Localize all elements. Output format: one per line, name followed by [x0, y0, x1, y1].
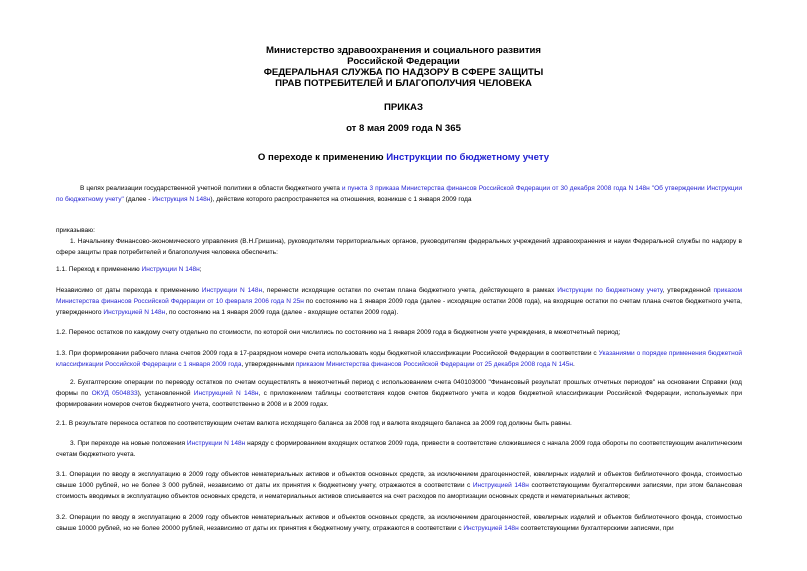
service-name-line2: ПРАВ ПОТРЕБИТЕЛЕЙ И БЛАГОПОЛУЧИЯ ЧЕЛОВЕКА — [275, 78, 532, 89]
text: . — [573, 361, 575, 368]
document-header — [0, 45, 807, 89]
text: , утвержденными — [241, 361, 296, 368]
paragraph-3-2 — [56, 512, 742, 534]
instruction-148n-link[interactable]: Инструкцией 148н — [463, 525, 519, 532]
instruction-148n-link[interactable]: Инструкция N 148н — [152, 196, 211, 203]
instruction-148n-link[interactable]: Инструкции N 148н — [201, 287, 263, 294]
paragraph-1-3 — [56, 348, 742, 370]
instruction-148n-link[interactable]: Инструкцией 148н — [472, 482, 529, 489]
order-25n-link[interactable]: приказом Министерства финансов Российской Федерации от 10 февраля 2006 года N 25н — [56, 287, 743, 305]
paragraph-1-1 — [56, 264, 742, 275]
budget-instruction-link[interactable]: Инструкции по бюджетному учету — [557, 287, 663, 294]
paragraph-preamble — [56, 183, 742, 205]
text: , по состоянию на 1 января 2009 года (далее - входящие остатки 2009 года). — [165, 309, 399, 316]
text: В целях реализации государственной учетной политики в области бюджетного учета — [80, 185, 342, 192]
ministry-name: Министерство здравоохранения и социального развития — [265, 45, 542, 56]
text: 3. При переходе на новые положения — [70, 440, 187, 447]
paragraph-1: 1. Начальнику Финансово-экономического управления (В.Н.Гришина), руководителям территориальных органов, руководителям федеральных учреждений здравоохранения и науки Федеральной службы по надзору в сфере защиты прав потребителей и благополучия человека обеспечить: — [56, 238, 742, 256]
text: ), установленной — [137, 390, 194, 397]
subject-prefix: О переходе к применению — [257, 152, 387, 163]
text: ), действие которого распространяется на отношения, возникше с 1 января 2009 года — [210, 196, 472, 203]
text: , перенести исходящие остатки по счетам плана бюджетного учета, действующего в рамках — [262, 287, 558, 294]
text: , с приложением таблицы соответствия кодов счетов бюджетного учета и кодов бюджетной классификации Российской Федерации, используемых при формировании номеров счетов бюджетного учета, соответственно в 2008 и в 2009 годах. — [56, 390, 742, 408]
text: 3.1. Операции по вводу в эксплуатацию в 2009 году объектов нематериальных активов и объектов основных средств, за исключением драгоценностей, ювелирных изделий и объектов библиотечного фонда, стоимостью свыше 1000 рублей, но не более 3 000 рублей, независимо от даты их принятия к бюджетному учету, отражаются в соответствии с — [56, 471, 742, 489]
paragraph-1-2: 1.2. Перенос остатков по каждому счету отдельно по стоимости, по которой они числились по состоянию на 1 января 2009 года в бюджетном учете учреждения, в межотчетный период; — [56, 329, 621, 336]
paragraph-2-1: 2.1. В результате переноса остатков по соответствующим счетам валюта исходящего баланса за 2008 год и валюта входящего баланса за 2009 год должны быть равны. — [56, 420, 572, 427]
classification-guidance-link[interactable]: Указаниями о порядке применения бюджетной классификации Российской Федерации с 1 января 2009 года — [56, 350, 742, 368]
order-label: ПРИКАЗ — [384, 102, 423, 113]
text: 1.3. При формировании рабочего плана счетов 2009 года в 17-разрядном номере счета использовать коды бюджетной классификации Российской Федерации в соответствии с — [56, 350, 599, 357]
paragraph-balances — [56, 285, 742, 318]
text: соответствующими бухгалтерскими записями, при — [518, 525, 674, 532]
order-148n-link[interactable]: и пункта 3 приказа Министерства финансов Российской Федерации от 30 декабря 2008 года N 148н "Об утверждении Инструкции по бюджетному учету" — [56, 185, 742, 203]
instruction-148n-link[interactable]: Инструкции N 148н — [141, 266, 200, 273]
text: наряду с формированием входящих остатков 2009 года, привести в соответствие сложившиеся с начала 2009 года обороты по соответствующим аналитическим счетам бюджетного учета. — [56, 440, 742, 458]
paragraph-2 — [56, 377, 742, 410]
text: 2. Бухгалтерские операции по переводу остатков по счетам осуществлять в межотчетный период с использованием счета 040103000 "Финансовый результат прошлых отчетных периодов" на основании Справки (код формы по — [56, 379, 742, 397]
instruction-148n-link[interactable]: Инструкцией N 148н — [103, 309, 166, 316]
order-date: от 8 мая 2009 года N 365 — [346, 123, 461, 134]
instruction-148n-link[interactable]: Инструкцией N 148н — [193, 390, 259, 397]
paragraph-3 — [56, 438, 742, 460]
country-name: Российской Федерации — [347, 56, 460, 67]
order-subject — [0, 152, 807, 163]
instruction-148n-link[interactable]: Инструкции N 148н — [186, 440, 246, 447]
order-145n-link[interactable]: приказом Министерства финансов Российской Федерации от 25 декабря 2008 года N 145н — [295, 361, 574, 368]
text: 3.2. Операции по вводу в эксплуатацию в 2009 году объектов нематериальных активов и объектов основных средств, за исключением драгоценностей, ювелирных изделий и объектов библиотечного фонда, стоимостью свыше 10000 рублей, но не более 20000 рублей, независимо от даты их принятия к бюджетному учету, отражаются в соответствии с — [56, 514, 742, 532]
text: 1.1. Переход к применению — [56, 266, 142, 273]
text: ; — [199, 266, 202, 273]
text: соответствующими бухгалтерскими записями, при этом балансовая стоимость вводимых в эксплуатацию объектов основных средств, и нематериальных активов списывается на счет расходов по амортизации основных средств и нематериальных активов; — [56, 482, 742, 500]
text: по состоянию на 1 января 2009 года (далее - исходящие остатки 2008 года), на входящие остатки по счетам плана счетов бюджетного учета, утвержденного — [56, 298, 742, 316]
subject-link[interactable]: Инструкции по бюджетному учету — [386, 152, 550, 163]
text: (далее - — [123, 196, 153, 203]
paragraph-order-word: приказываю: — [56, 227, 95, 234]
service-name-line1: ФЕДЕРАЛЬНАЯ СЛУЖБА ПО НАДЗОРУ В СФЕРЕ ЗАЩИТЫ — [263, 67, 544, 78]
paragraph-3-1 — [56, 469, 742, 502]
text: , утвержденной — [662, 287, 714, 294]
okud-link[interactable]: ОКУД 0504833 — [91, 390, 138, 397]
text: Независимо от даты перехода к применению — [56, 287, 202, 294]
